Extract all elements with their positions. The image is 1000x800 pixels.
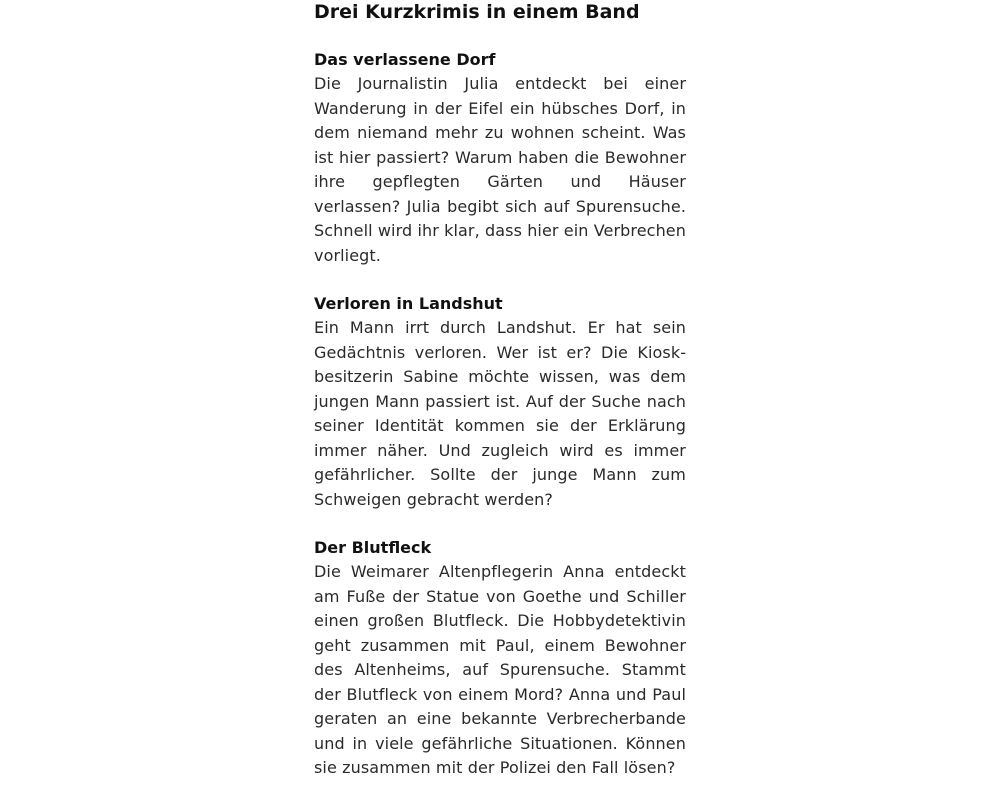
story-title-3: Der Blutfleck xyxy=(314,538,432,557)
page-title: Drei Kurzkrimis in einem Band xyxy=(314,1,640,23)
story-section-1 xyxy=(314,48,686,268)
story-title-1: Das verlassene Dorf xyxy=(314,50,496,69)
story-summary-2: Ein Mann irrt durch Landshut. Er hat sein Gedächtnis verloren. Wer ist er? Die Kioskbesitzerin Sabine möchte wissen, was dem jungen Mann passiert ist. Auf der Suche nach seiner Identität kommen sie der Erklärung immer näher. Und zugleich wird es immer gefährlicher. Sollte der junge Mann zum Schweigen gebracht werden? xyxy=(314,318,686,509)
story-summary-1: Die Journalistin Julia entdeckt bei einer Wanderung in der Eifel ein hübsches Dorf, in dem niemand mehr zu wohnen scheint. Was ist hier passiert? Warum haben die Bewohner ihre gepflegten Gärten und Häuser verlassen? Julia begibt sich auf Spurensuche. Schnell wird ihr klar, dass hier ein Verbrechen vorliegt. xyxy=(314,74,686,265)
story-summary-3: Die Weimarer Altenpflegerin Anna entdeckt am Fuße der Statue von Goethe und Schiller einen großen Blutfleck. Die Hobbydetektivin geht zusammen mit Paul, einem Bewohner des Altenheims, auf Spurensuche. Stammt der Blutfleck von einem Mord? Anna und Paul geraten an eine bekannte Verbrecherbande und in viele gefährliche Situationen. Können sie zusammen mit der Polizei den Fall lösen? xyxy=(314,562,686,777)
story-title-2: Verloren in Landshut xyxy=(314,294,503,313)
book-blurb xyxy=(314,0,686,781)
story-section-3 xyxy=(314,536,686,781)
story-section-2 xyxy=(314,292,686,512)
